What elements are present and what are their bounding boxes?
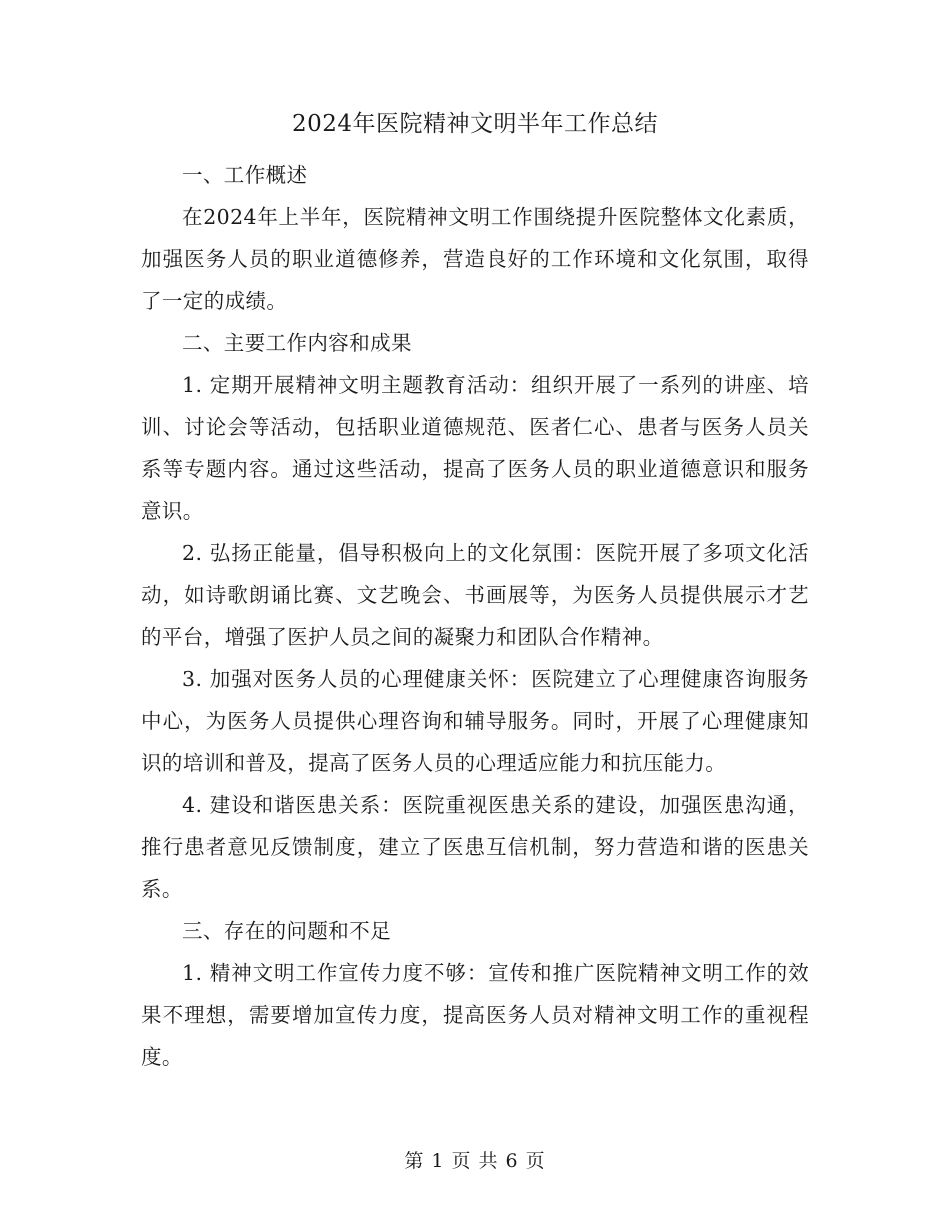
document-body [141,154,809,1078]
page-number-footer: 第 1 页 共 6 页 [404,1150,546,1172]
paragraph-problem-1: 1. 精神文明工作宣传力度不够：宣传和推广医院精神文明工作的效果不理想，需要增加宣传力度，提高医务人员对精神文明工作的重视程度。 [141,961,809,1069]
paragraph-item-1: 1. 定期开展精神文明主题教育活动：组织开展了一系列的讲座、培训、讨论会等活动，包括职业道德规范、医者仁心、患者与医务人员关系等专题内容。通过这些活动，提高了医务人员的职业道德意识和服务意识。 [141,373,809,523]
paragraph-item-2: 2. 弘扬正能量，倡导积极向上的文化氛围：医院开展了多项文化活动，如诗歌朗诵比赛、文艺晚会、书画展等，为医务人员提供展示才艺的平台，增强了医护人员之间的凝聚力和团队合作精神。 [141,541,809,649]
section-heading-problems: 三、存在的问题和不足 [182,919,391,943]
paragraph-item-4: 4. 建设和谐医患关系：医院重视医患关系的建设，加强医患沟通，推行患者意见反馈制度，建立了医患互信机制，努力营造和谐的医患关系。 [141,793,809,901]
section-heading-main-work: 二、主要工作内容和成果 [182,331,412,355]
paragraph-overview: 在2024年上半年，医院精神文明工作围绕提升医院整体文化素质，加强医务人员的职业道德修养，营造良好的工作环境和文化氛围，取得了一定的成绩。 [141,205,809,313]
document-title: 2024年医院精神文明半年工作总结 [291,111,659,137]
section-heading-overview: 一、工作概述 [182,163,308,187]
paragraph-item-3: 3. 加强对医务人员的心理健康关怀：医院建立了心理健康咨询服务中心，为医务人员提供心理咨询和辅导服务。同时，开展了心理健康知识的培训和普及，提高了医务人员的心理适应能力和抗压能力。 [141,667,809,775]
